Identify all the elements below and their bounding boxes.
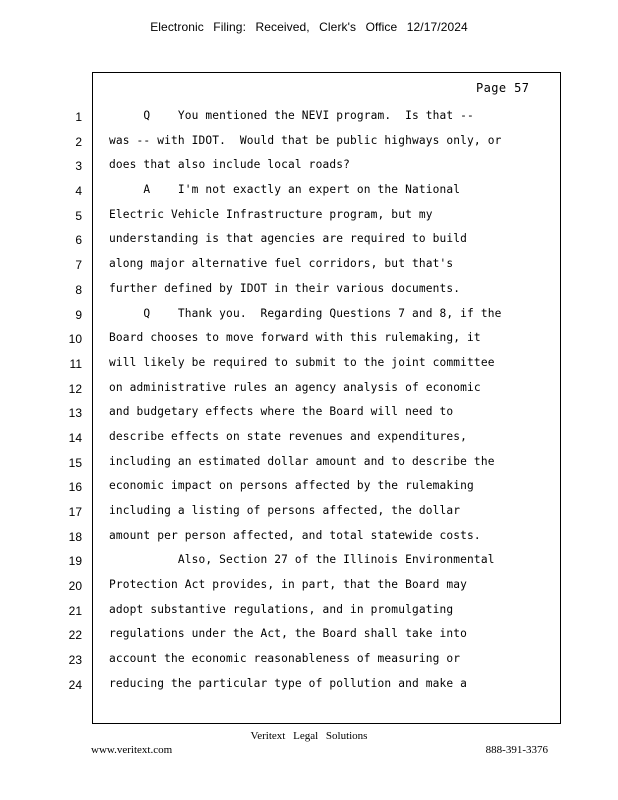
transcript-line: [0, 157, 618, 182]
footer-website: www.veritext.com: [91, 744, 173, 756]
transcript-line: [0, 404, 618, 429]
line-text: describe effects on state revenues and expenditures,: [109, 429, 468, 443]
line-number: 9: [75, 307, 82, 322]
line-number: 6: [75, 233, 82, 248]
line-text: Also, Section 27 of the Illinois Environmental: [109, 553, 495, 567]
transcript-line: [0, 577, 618, 602]
line-number: 17: [68, 505, 82, 519]
line-text: Electric Vehicle Infrastructure program, but my: [109, 207, 433, 221]
line-number: 13: [68, 406, 82, 421]
line-text: will likely be required to submit to the joint committee: [109, 355, 495, 369]
line-number: 5: [75, 208, 82, 223]
line-number: 7: [75, 258, 82, 273]
line-number: 18: [68, 529, 82, 544]
line-number: 12: [68, 381, 82, 396]
line-text: reducing the particular type of pollution and make a: [109, 676, 468, 690]
transcript-line: [0, 454, 618, 479]
line-text: was -- with IDOT. Would that be public highways only, or: [109, 133, 502, 147]
line-text: does that also include local roads?: [109, 158, 350, 172]
line-text: A I'm not exactly an expert on the National: [109, 183, 461, 197]
line-number: 19: [68, 554, 82, 569]
line-number: 24: [68, 677, 82, 692]
line-text: adopt substantive regulations, and in promulgating: [109, 602, 454, 616]
transcript-line: [0, 306, 618, 331]
transcript-line: [0, 528, 618, 553]
line-text: amount per person affected, and total statewide costs.: [109, 528, 481, 542]
line-number: 11: [69, 356, 82, 371]
line-number: 21: [68, 603, 82, 618]
line-text: along major alternative fuel corridors, but that's: [109, 257, 454, 271]
line-text: economic impact on persons affected by the rulemaking: [109, 479, 474, 493]
line-text: Protection Act provides, in part, that the Board may: [109, 578, 468, 592]
line-number: 23: [68, 653, 82, 668]
page-number: Page 57: [476, 81, 530, 95]
transcript-line: [0, 182, 618, 207]
footer-phone: 888-391-3376: [485, 744, 548, 756]
line-text: on administrative rules an agency analysis of economic: [109, 380, 481, 394]
transcript-line: [0, 256, 618, 281]
line-number: 8: [75, 282, 82, 297]
transcript-body: [0, 108, 618, 701]
transcript-line: [0, 231, 618, 256]
line-number: 1: [75, 110, 82, 124]
transcript-line: [0, 651, 618, 676]
line-text: and budgetary effects where the Board will need to: [109, 405, 454, 419]
transcript-line: [0, 330, 618, 355]
line-text: Q You mentioned the NEVI program. Is that --: [109, 109, 474, 122]
transcript-line: [0, 108, 618, 133]
transcript-line: [0, 281, 618, 306]
line-number: 15: [68, 455, 82, 470]
line-text: Q Thank you. Regarding Questions 7 and 8, if the: [109, 306, 502, 320]
transcript-line: [0, 478, 618, 503]
line-number: 3: [75, 159, 82, 174]
line-text: regulations under the Act, the Board shall take into: [109, 627, 468, 641]
line-text: including an estimated dollar amount and to describe the: [109, 454, 495, 468]
transcript-line: [0, 552, 618, 577]
transcript-line: [0, 133, 618, 158]
transcript-line: [0, 429, 618, 454]
line-number: 20: [68, 579, 82, 594]
line-text: account the economic reasonableness of measuring or: [109, 652, 461, 666]
line-text: understanding is that agencies are required to build: [109, 232, 468, 246]
transcript-line: [0, 676, 618, 701]
line-text: including a listing of persons affected, the dollar: [109, 504, 461, 517]
filing-stamp-header: Electronic Filing: Received, Clerk's Office 12/17/2024: [150, 20, 468, 34]
line-number: 16: [68, 480, 82, 495]
line-number: 2: [75, 134, 82, 149]
transcript-line: [0, 626, 618, 651]
transcript-line: [0, 503, 618, 528]
line-number: 22: [68, 628, 82, 643]
line-number: 14: [68, 430, 82, 445]
line-text: Board chooses to move forward with this rulemaking, it: [109, 331, 481, 345]
line-number: 4: [75, 184, 82, 199]
transcript-line: [0, 602, 618, 627]
footer-company: Veritext Legal Solutions: [250, 730, 368, 742]
line-number: 10: [68, 332, 82, 347]
line-text: further defined by IDOT in their various documents.: [109, 281, 461, 295]
transcript-line: [0, 380, 618, 405]
transcript-line: [0, 207, 618, 232]
transcript-line: [0, 355, 618, 380]
